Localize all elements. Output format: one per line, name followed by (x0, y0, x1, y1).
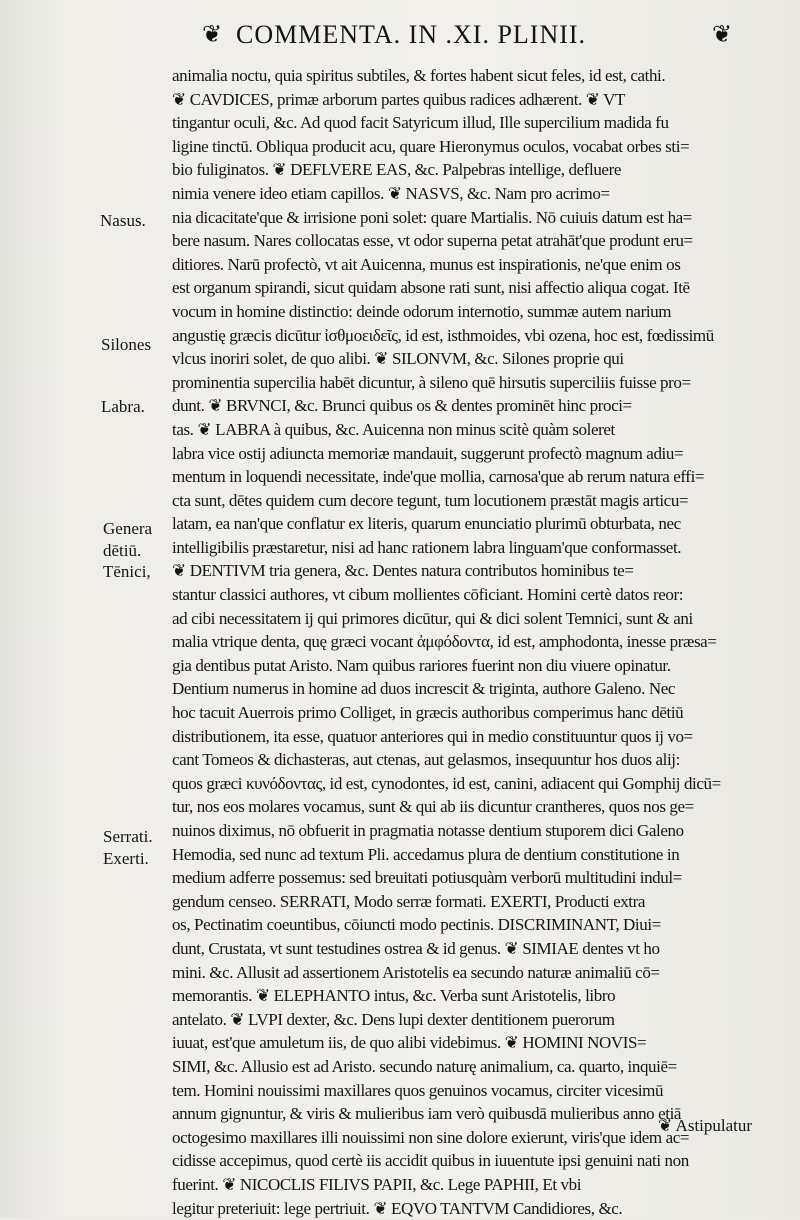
text-line: SIMI, &c. Allusio est ad Aristo. secundo naturę animalium, ca. quarto, inquiē= (172, 1055, 784, 1079)
text-line: annum gignuntur, & viris & mulieribus iam verò quibusdā mulieribus anno etiā (172, 1102, 784, 1126)
text-line: vocum in homine distinctio: deinde odorum internotio, summæ autem narium (172, 300, 784, 324)
text-line: malia vtrique denta, quę græci vocant ἀμφόδοντα, id est, amphodonta, inesse præsa= (172, 630, 784, 654)
text-line: iuuat, est'que amuletum iis, de quo alibi videbimus. ❦ HOMINI NOVIS= (172, 1031, 784, 1055)
text-line: labra vice ostij adiuncta memoriæ mandauit, suggerunt profectò magnum adiu= (172, 442, 784, 466)
text-line: medium adferre possemus: sed breuitati potiusquàm verborū multitudini indul= (172, 866, 784, 890)
text-line: est organum spirandi, sicut quidam absone rati sunt, nisi affectio aliqua cogat. Itē (172, 276, 784, 300)
catchword: ❦ Astipulatur (658, 1116, 752, 1136)
text-line: dunt, Crustata, vt sunt testudines ostrea & id genus. ❦ SIMIAE dentes vt ho (172, 937, 784, 961)
text-line: prominentia supercilia habēt dicuntur, à sileno quē hirsutis superciliis fuisse pro= (172, 371, 784, 395)
text-line: latam, ea nan'que conflatur ex literis, quarum enunciatio plurimū obturbata, nec (172, 512, 784, 536)
body-text (172, 64, 784, 1220)
text-line: Dentium numerus in homine ad duos increscit & triginta, authore Galeno. Nec (172, 677, 784, 701)
margin-notes (0, 0, 170, 1218)
text-line: nuinos diximus, nō obfuerit in pragmatia notasse dentium stuporem dici Galeno (172, 819, 784, 843)
text-line: hoc tacuit Auerrois primo Colliget, in græcis authoribus comperimus hanc dētiū (172, 701, 784, 725)
margin-note: Nasus. (100, 210, 146, 232)
fleuron-right-icon: ❦ (712, 20, 732, 50)
text-line: gendum censeo. SERRATI, Modo serræ formati. EXERTI, Producti extra (172, 890, 784, 914)
text-line: intelligibilis præstaretur, nisi ad hanc rationem labra linguam'que conformasset. (172, 536, 784, 560)
margin-note: dētiū. (103, 540, 141, 562)
text-line: bio fuliginatos. ❦ DEFLVERE EAS, &c. Palpebras intellige, defluere (172, 158, 784, 182)
text-line: stantur classici authores, vt cibum mollientes cōficiant. Homini certè datos reor: (172, 583, 784, 607)
text-line: Hemodia, sed nunc ad textum Pli. accedamus plura de dentium constitutione in (172, 843, 784, 867)
margin-note: Serrati. (103, 826, 153, 848)
margin-note: Genera (103, 518, 152, 540)
text-line: gia dentibus putat Aristo. Nam quibus rariores fuerint non diu viuere opinatur. (172, 654, 784, 678)
text-line: ditiores. Narū profectò, vt ait Auicenna, munus est inspirationis, ne'que enim os (172, 253, 784, 277)
text-line: octogesimo maxillares illi nouissimi non sine dolore exierunt, viris'que idem ac= (172, 1126, 784, 1150)
fleuron-left-icon: ❦ (202, 20, 222, 50)
text-line: distributionem, ita esse, quatuor anteriores qui in medio constituuntur quos ij vo= (172, 725, 784, 749)
text-line: ad cibi necessitatem ij qui primores dicūtur, qui & dici solent Temnici, sunt & ani (172, 607, 784, 631)
text-line: angustię græcis dicūtur ἰσθμοειδεῖς, id est, isthmoides, vbi ozena, hoc est, fœdissimū (172, 324, 784, 348)
text-line: cant Tomeos & dichasteras, aut ctenas, aut gelasmos, insequuntur hos duos alij: (172, 748, 784, 772)
text-line: memorantis. ❦ ELEPHANTO intus, &c. Verba sunt Aristotelis, libro (172, 984, 784, 1008)
text-line: mentum in loquendi necessitate, inde'que mollia, carnosa'que ab rerum natura effi= (172, 465, 784, 489)
text-line: fuerint. ❦ NICOCLIS FILIVS PAPII, &c. Lege PAPHII, Et vbi (172, 1173, 784, 1197)
text-line: antelato. ❦ LVPI dexter, &c. Dens lupi dexter dentitionem puerorum (172, 1008, 784, 1032)
text-line: ❦ CAVDICES, primæ arborum partes quibus radices adhærent. ❦ VT (172, 88, 784, 112)
text-line: ❦ DENTIVM tria genera, &c. Dentes natura contributos hominibus te= (172, 559, 784, 583)
text-line: quos græci κυνόδοντας, id est, cynodontes, id est, canini, adiacent qui Gomphij dicū= (172, 772, 784, 796)
text-line: animalia noctu, quia spiritus subtiles, & fortes habent sicut feles, id est, cathi. (172, 64, 784, 88)
margin-note: Labra. (101, 396, 145, 418)
text-line: nimia venere ideo etiam capillos. ❦ NASVS, &c. Nam pro acrimo= (172, 182, 784, 206)
text-line: ligine tinctū. Obliqua producit acu, quare Hieronymus oculos, vocabat orbes sti= (172, 135, 784, 159)
text-line: mini. &c. Allusit ad assertionem Aristotelis ea secundo naturæ animaliū cō= (172, 961, 784, 985)
margin-note: Exerti. (103, 848, 149, 870)
margin-note: Silones (101, 334, 151, 356)
text-line: tem. Homini nouissimi maxillares quos genuinos vocamus, circiter vicesimū (172, 1079, 784, 1103)
margin-note: Tēnici, (103, 561, 151, 583)
text-line: legitur preteriuit: lege pertriuit. ❦ EQVO TANTVM Candidiores, &c. (172, 1197, 784, 1220)
text-line: os, Pectinatim coeuntibus, cōiuncti modo pectinis. DISCRIMINANT, Diui= (172, 913, 784, 937)
text-line: cta sunt, dētes quidem cum decore tegunt, tum locutionem præstāt magis articu= (172, 489, 784, 513)
text-line: vlcus inoriri solet, de quo alibi. ❦ SILONVM, &c. Silones proprie qui (172, 347, 784, 371)
text-line: nia dicacitate'que & irrisione poni solet: quare Martialis. Nō cuiuis datum est ha= (172, 206, 784, 230)
text-line: cidisse accepimus, quod certè iis accidit quibus in iuuentute ipsi genuini nati non (172, 1149, 784, 1173)
running-head-title: COMMENTA. IN .XI. PLINII. (236, 18, 706, 52)
text-line: tas. ❦ LABRA à quibus, &c. Auicenna non minus scitè quàm soleret (172, 418, 784, 442)
text-line: tur, nos eos molares vocamus, sunt & qui ab iis dicuntur crantheres, quos nos ge= (172, 795, 784, 819)
text-line: dunt. ❦ BRVNCI, &c. Brunci quibus os & dentes prominēt hinc proci= (172, 394, 784, 418)
text-line: bere nasum. Nares collocatas esse, vt odor superna petat atrahāt'que produnt eru= (172, 229, 784, 253)
text-line: tingantur oculi, &c. Ad quod facit Satyricum illud, Ille supercilium madida fu (172, 111, 784, 135)
